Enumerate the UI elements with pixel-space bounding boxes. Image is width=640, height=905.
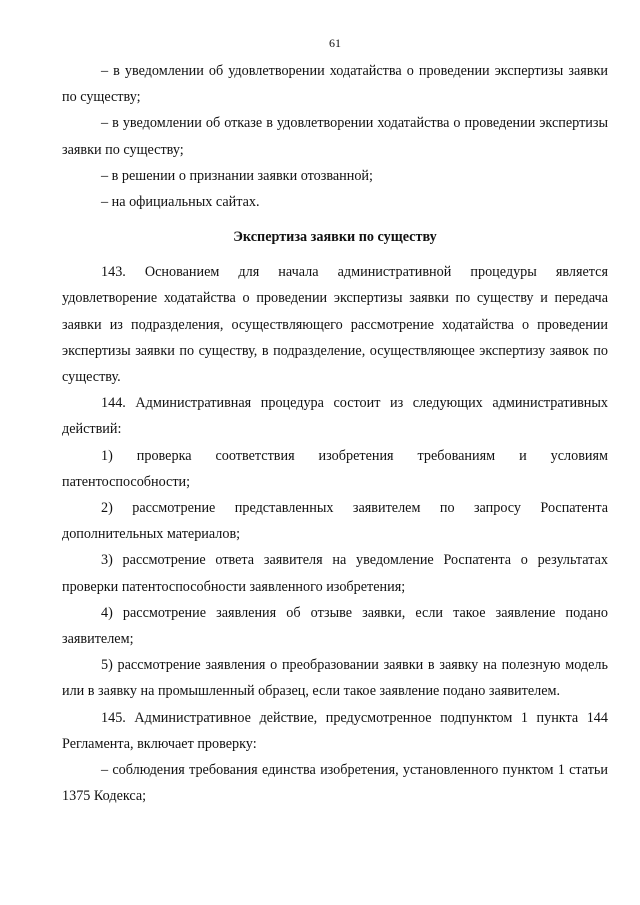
page-number: 61 — [329, 36, 341, 50]
paragraph: – на официальных сайтах. — [101, 194, 260, 211]
paragraph: – в уведомлении об отказе в удовлетворении ходатайства о проведении экспертизы заявки по существу; — [62, 115, 608, 158]
paragraph: 144. Административная процедура состоит из следующих административных действий: — [62, 395, 608, 438]
list-item: 4) рассмотрение заявления об отзыве заявки, если такое заявление подано заявителем; — [62, 604, 608, 648]
list-item: 1) проверка соответствия изобретения требованиям и условиям патентоспособности; — [62, 447, 608, 490]
list-item: 3) рассмотрение ответа заявителя на уведомление Роспатента о результатах проверки патентоспособности заявленного изобретения; — [62, 552, 608, 595]
section-heading: Экспертиза заявки по существу — [233, 229, 437, 246]
paragraph: – в уведомлении об удовлетворении ходатайства о проведении экспертизы заявки по существу; — [62, 63, 608, 106]
list-item: 2) рассмотрение представленных заявителем по запросу Роспатента дополнительных материалов; — [62, 500, 608, 543]
paragraph: – в решении о признании заявки отозванной; — [101, 167, 373, 184]
list-item: – соблюдения требования единства изобретения, установленного пунктом 1 статьи 1375 Кодекса; — [62, 762, 608, 805]
paragraph: 145. Административное действие, предусмотренное подпунктом 1 пункта 144 Регламента, включает проверку: — [62, 709, 608, 752]
paragraph: 143. Основанием для начала административной процедуры является удовлетворение ходатайства о проведении экспертизы заявки по существу и передача заявки из подразделения, осуществляющего рассмотрение ходатайства о проведении экспертизы заявки по существу, в подразделение, осуществляющее экспертизу заявок по существу. — [62, 264, 608, 386]
list-item: 5) рассмотрение заявления о преобразовании заявки в заявку на полезную модель или в заявку на промышленный образец, если такое заявление подано заявителем. — [62, 657, 608, 700]
